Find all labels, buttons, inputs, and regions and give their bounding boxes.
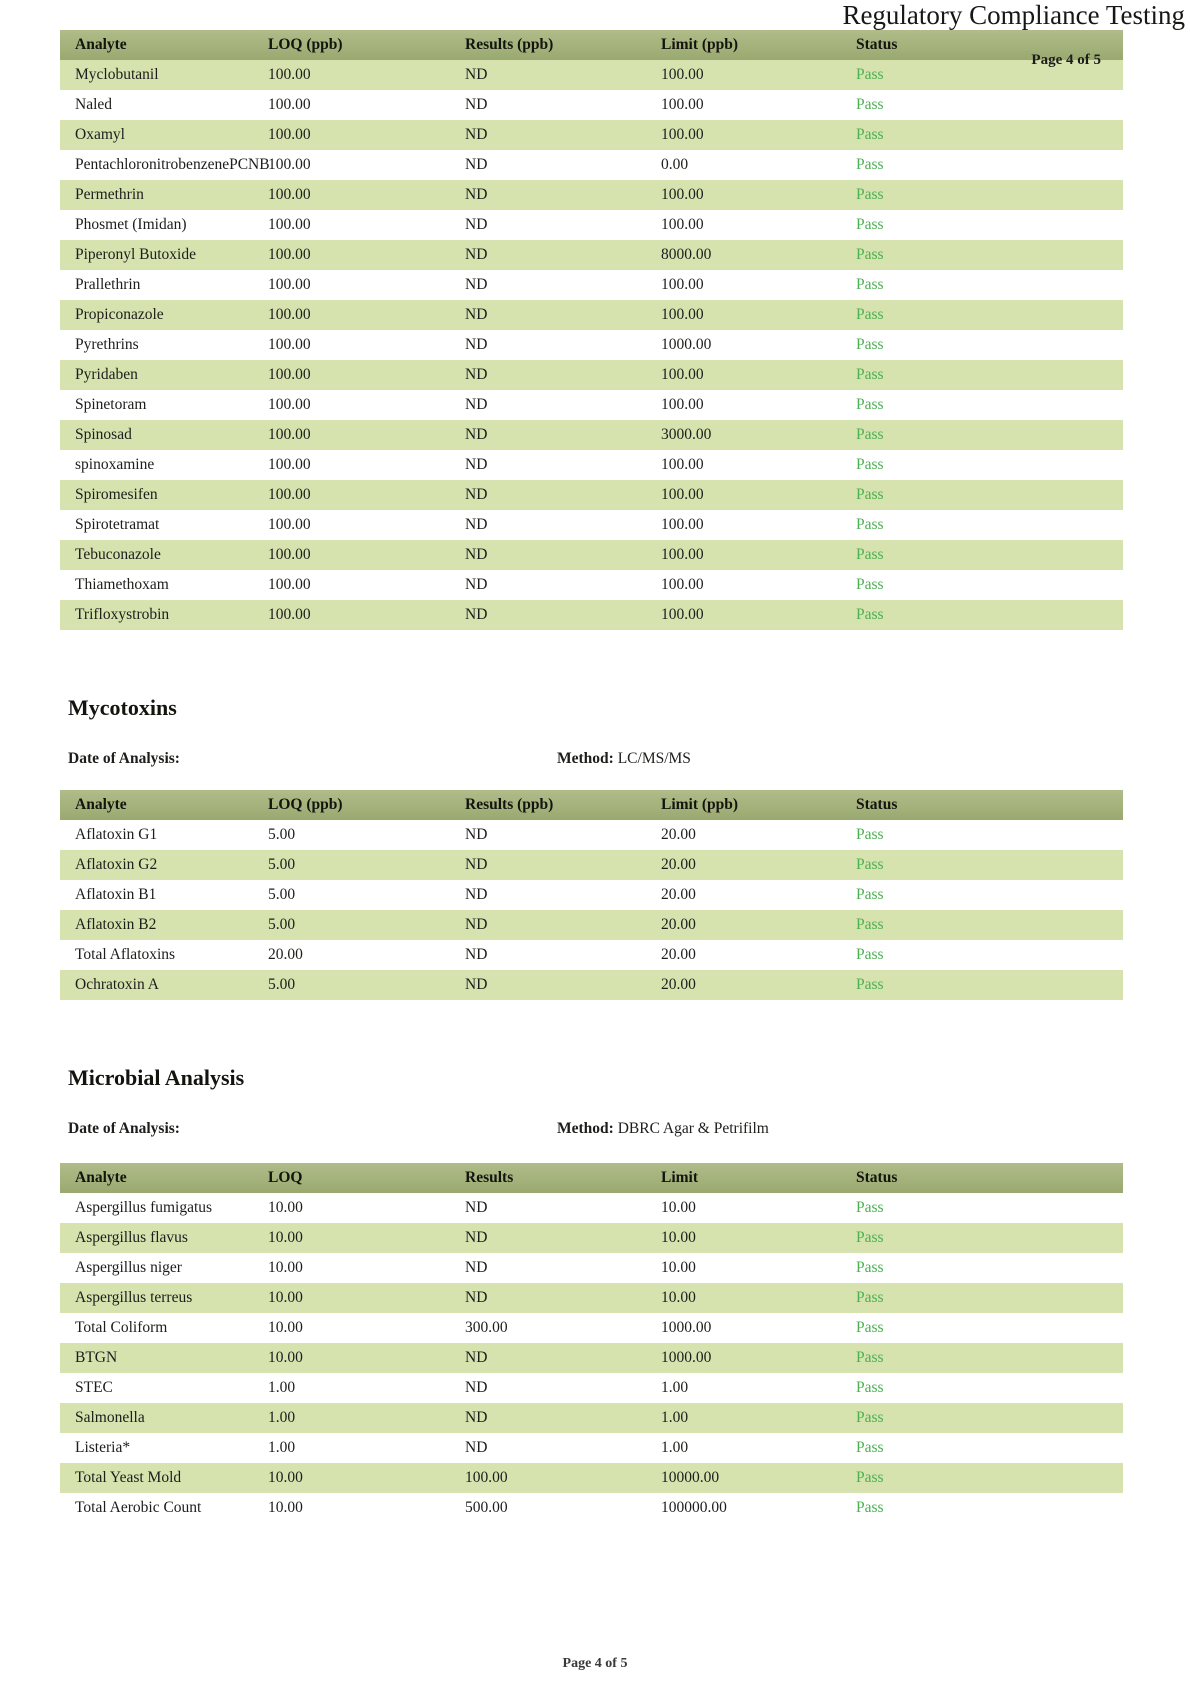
- value-cell: 10.00: [268, 1319, 303, 1336]
- status-cell: Pass: [856, 1379, 884, 1396]
- value-cell: ND: [465, 606, 488, 623]
- value-cell: 100.00: [268, 66, 311, 83]
- value-cell: ND: [465, 1259, 488, 1276]
- analyte-cell: Permethrin: [75, 186, 144, 203]
- value-cell: ND: [465, 1439, 488, 1456]
- value-cell: 20.00: [661, 976, 696, 993]
- table-row: [60, 1373, 1123, 1403]
- value-cell: 100.00: [661, 606, 704, 623]
- value-cell: 100.00: [661, 576, 704, 593]
- value-cell: 5.00: [268, 976, 296, 993]
- value-cell: 20.00: [661, 856, 696, 873]
- value-cell: 10.00: [268, 1499, 303, 1516]
- table-row: [60, 120, 1123, 150]
- analyte-cell: Thiamethoxam: [75, 576, 169, 593]
- method-field: [557, 1118, 769, 1140]
- value-cell: ND: [465, 336, 488, 353]
- column-header: Results (ppb): [450, 790, 646, 820]
- analyte-cell: Trifloxystrobin: [75, 606, 170, 623]
- value-cell: ND: [465, 1289, 488, 1306]
- analyte-cell: Aspergillus fumigatus: [75, 1199, 213, 1216]
- status-cell: Pass: [856, 1439, 884, 1456]
- value-cell: 10.00: [661, 1259, 696, 1276]
- value-cell: ND: [465, 946, 488, 963]
- analyte-cell: spinoxamine: [75, 456, 155, 473]
- analyte-cell: Aflatoxin G1: [75, 826, 158, 843]
- table-row: [60, 1223, 1123, 1253]
- pesticides-results-table: [60, 30, 1123, 630]
- value-cell: 10.00: [268, 1199, 303, 1216]
- table-row: [60, 450, 1123, 480]
- table-row: [60, 150, 1123, 180]
- table-row: [60, 1193, 1123, 1223]
- table-row: [60, 820, 1123, 850]
- value-cell: 100.00: [268, 156, 311, 173]
- analyte-cell: Total Aerobic Count: [75, 1499, 202, 1516]
- value-cell: 1000.00: [661, 1319, 712, 1336]
- status-cell: Pass: [856, 886, 884, 903]
- value-cell: 1.00: [268, 1379, 296, 1396]
- status-cell: Pass: [856, 396, 884, 413]
- page-footer: Page 4 of 5: [562, 1656, 628, 1671]
- value-cell: ND: [465, 576, 488, 593]
- value-cell: ND: [465, 546, 488, 563]
- column-header: Analyte: [60, 1163, 253, 1193]
- value-cell: ND: [465, 1199, 488, 1216]
- column-header: LOQ (ppb): [253, 790, 450, 820]
- table-header-row: [60, 1163, 1123, 1193]
- value-cell: ND: [465, 66, 488, 83]
- value-cell: ND: [465, 126, 488, 143]
- status-cell: Pass: [856, 66, 884, 83]
- analyte-cell: Salmonella: [75, 1409, 145, 1426]
- analyte-cell: Listeria*: [75, 1439, 131, 1456]
- value-cell: 100.00: [661, 456, 704, 473]
- analyte-cell: Piperonyl Butoxide: [75, 246, 196, 263]
- status-cell: Pass: [856, 1289, 884, 1306]
- status-cell: Pass: [856, 1199, 884, 1216]
- mycotoxins-meta-row: [68, 748, 1123, 770]
- page-title: Regulatory Compliance Testing: [842, 0, 1185, 30]
- value-cell: 100.00: [268, 306, 311, 323]
- value-cell: 100.00: [268, 276, 311, 293]
- value-cell: 1000.00: [661, 336, 712, 353]
- date-of-analysis-label: Date of Analysis:: [68, 750, 180, 767]
- analyte-cell: Prallethrin: [75, 276, 141, 293]
- status-cell: Pass: [856, 1349, 884, 1366]
- value-cell: 10000.00: [661, 1469, 720, 1486]
- method-value: LC/MS/MS: [617, 750, 691, 767]
- analyte-cell: Spirotetramat: [75, 516, 160, 533]
- table-row: [60, 510, 1123, 540]
- value-cell: ND: [465, 426, 488, 443]
- value-cell: 100.00: [661, 66, 704, 83]
- table-row: [60, 1313, 1123, 1343]
- column-header: Limit (ppb): [646, 30, 841, 60]
- microbial-heading: Microbial Analysis: [68, 1065, 245, 1090]
- table-row: [60, 1343, 1123, 1373]
- value-cell: ND: [465, 516, 488, 533]
- value-cell: 100.00: [268, 426, 311, 443]
- table-row: [60, 1463, 1123, 1493]
- column-header: Results: [450, 1163, 646, 1193]
- table-row: [60, 480, 1123, 510]
- mycotoxins-heading: Mycotoxins: [68, 695, 177, 720]
- status-cell: Pass: [856, 1319, 884, 1336]
- table-row: [60, 300, 1123, 330]
- value-cell: 10.00: [268, 1289, 303, 1306]
- value-cell: ND: [465, 306, 488, 323]
- status-cell: Pass: [856, 1409, 884, 1426]
- method-value: DBRC Agar & Petrifilm: [617, 1120, 769, 1137]
- value-cell: 100.00: [268, 576, 311, 593]
- page-number-badge: Page 4 of 5: [1031, 52, 1101, 68]
- table-header-row: [60, 790, 1123, 820]
- status-cell: Pass: [856, 576, 884, 593]
- column-header: Analyte: [60, 30, 253, 60]
- value-cell: 100.00: [661, 96, 704, 113]
- value-cell: 100.00: [268, 336, 311, 353]
- table-row: [60, 1493, 1123, 1523]
- table-row: [60, 180, 1123, 210]
- status-cell: Pass: [856, 246, 884, 263]
- table-row: [60, 240, 1123, 270]
- value-cell: 10.00: [661, 1229, 696, 1246]
- status-cell: Pass: [856, 336, 884, 353]
- value-cell: ND: [465, 96, 488, 113]
- table-row: [60, 60, 1123, 90]
- value-cell: ND: [465, 976, 488, 993]
- value-cell: 5.00: [268, 886, 296, 903]
- value-cell: 100.00: [268, 246, 311, 263]
- analyte-cell: Aspergillus flavus: [75, 1229, 188, 1246]
- table-row: [60, 1403, 1123, 1433]
- value-cell: 5.00: [268, 826, 296, 843]
- analyte-cell: Naled: [75, 96, 113, 113]
- table-row: [60, 1253, 1123, 1283]
- status-cell: Pass: [856, 126, 884, 143]
- value-cell: 100.00: [268, 456, 311, 473]
- status-cell: Pass: [856, 186, 884, 203]
- value-cell: 100.00: [268, 186, 311, 203]
- analyte-cell: Spinetoram: [75, 396, 147, 413]
- table-row: [60, 970, 1123, 1000]
- analyte-cell: PentachloronitrobenzenePCNB: [75, 156, 270, 173]
- table-row: [60, 1283, 1123, 1313]
- value-cell: ND: [465, 916, 488, 933]
- mycotoxins-results-table: [60, 790, 1123, 1000]
- value-cell: 100.00: [268, 396, 311, 413]
- value-cell: 20.00: [268, 946, 303, 963]
- value-cell: 100000.00: [661, 1499, 727, 1516]
- table-row: [60, 850, 1123, 880]
- column-header: Analyte: [60, 790, 253, 820]
- value-cell: 1.00: [268, 1409, 296, 1426]
- analyte-cell: Phosmet (Imidan): [75, 216, 187, 233]
- status-cell: Pass: [856, 826, 884, 843]
- value-cell: ND: [465, 396, 488, 413]
- table-row: [60, 420, 1123, 450]
- value-cell: 100.00: [661, 186, 704, 203]
- value-cell: ND: [465, 486, 488, 503]
- table-row: [60, 1433, 1123, 1463]
- value-cell: 100.00: [268, 96, 311, 113]
- analyte-cell: Aflatoxin B2: [75, 916, 157, 933]
- value-cell: 100.00: [465, 1469, 508, 1486]
- value-cell: 100.00: [661, 516, 704, 533]
- column-header: Status: [841, 1163, 1123, 1193]
- status-cell: Pass: [856, 156, 884, 173]
- value-cell: 100.00: [661, 366, 704, 383]
- value-cell: ND: [465, 826, 488, 843]
- status-cell: Pass: [856, 96, 884, 113]
- analyte-cell: Oxamyl: [75, 126, 125, 143]
- status-cell: Pass: [856, 946, 884, 963]
- status-cell: Pass: [856, 276, 884, 293]
- table-row: [60, 570, 1123, 600]
- value-cell: ND: [465, 186, 488, 203]
- value-cell: 20.00: [661, 886, 696, 903]
- value-cell: 100.00: [661, 306, 704, 323]
- status-cell: Pass: [856, 1469, 884, 1486]
- status-cell: Pass: [856, 366, 884, 383]
- analyte-cell: Ochratoxin A: [75, 976, 159, 993]
- analyte-cell: Propiconazole: [75, 306, 164, 323]
- value-cell: 10.00: [268, 1469, 303, 1486]
- value-cell: 100.00: [268, 486, 311, 503]
- table-row: [60, 360, 1123, 390]
- value-cell: ND: [465, 276, 488, 293]
- analyte-cell: Pyrethrins: [75, 336, 139, 353]
- analyte-cell: Aflatoxin G2: [75, 856, 158, 873]
- value-cell: 100.00: [268, 516, 311, 533]
- value-cell: ND: [465, 216, 488, 233]
- method-field: [557, 748, 691, 770]
- value-cell: 20.00: [661, 916, 696, 933]
- status-cell: Pass: [856, 516, 884, 533]
- column-header: Status: [841, 30, 1123, 60]
- analyte-cell: BTGN: [75, 1349, 118, 1366]
- value-cell: ND: [465, 246, 488, 263]
- table-row: [60, 880, 1123, 910]
- status-cell: Pass: [856, 546, 884, 563]
- status-cell: Pass: [856, 456, 884, 473]
- value-cell: 10.00: [661, 1199, 696, 1216]
- status-cell: Pass: [856, 1499, 884, 1516]
- report-content: [60, 30, 1123, 1523]
- status-cell: Pass: [856, 306, 884, 323]
- value-cell: 20.00: [661, 946, 696, 963]
- value-cell: 100.00: [268, 126, 311, 143]
- status-cell: Pass: [856, 856, 884, 873]
- analyte-cell: Spinosad: [75, 426, 132, 443]
- column-header: LOQ: [253, 1163, 450, 1193]
- value-cell: 100.00: [661, 546, 704, 563]
- status-cell: Pass: [856, 426, 884, 443]
- value-cell: 100.00: [661, 276, 704, 293]
- analyte-cell: Total Aflatoxins: [75, 946, 176, 963]
- table-row: [60, 210, 1123, 240]
- value-cell: 1.00: [661, 1439, 689, 1456]
- value-cell: 100.00: [661, 126, 704, 143]
- value-cell: 100.00: [268, 546, 311, 563]
- status-cell: Pass: [856, 916, 884, 933]
- column-header: Limit (ppb): [646, 790, 841, 820]
- method-label: Method:: [557, 750, 614, 767]
- value-cell: 5.00: [268, 916, 296, 933]
- value-cell: 100.00: [268, 606, 311, 623]
- table-row: [60, 270, 1123, 300]
- analyte-cell: Aflatoxin B1: [75, 886, 157, 903]
- value-cell: 100.00: [661, 216, 704, 233]
- value-cell: 5.00: [268, 856, 296, 873]
- value-cell: 100.00: [661, 396, 704, 413]
- analyte-cell: Spiromesifen: [75, 486, 158, 503]
- value-cell: 10.00: [661, 1289, 696, 1306]
- value-cell: 1.00: [661, 1409, 689, 1426]
- analyte-cell: Pyridaben: [75, 366, 138, 383]
- value-cell: 100.00: [268, 366, 311, 383]
- value-cell: 10.00: [268, 1259, 303, 1276]
- status-cell: Pass: [856, 486, 884, 503]
- value-cell: ND: [465, 366, 488, 383]
- analyte-cell: Aspergillus niger: [75, 1259, 182, 1276]
- table-row: [60, 940, 1123, 970]
- analyte-cell: Myclobutanil: [75, 66, 159, 83]
- table-row: [60, 90, 1123, 120]
- value-cell: 10.00: [268, 1229, 303, 1246]
- value-cell: ND: [465, 1409, 488, 1426]
- value-cell: ND: [465, 886, 488, 903]
- method-label: Method:: [557, 1120, 614, 1137]
- value-cell: 3000.00: [661, 426, 712, 443]
- table-header-row: [60, 30, 1123, 60]
- value-cell: ND: [465, 456, 488, 473]
- analyte-cell: Total Coliform: [75, 1319, 168, 1336]
- column-header: Limit: [646, 1163, 841, 1193]
- value-cell: 100.00: [661, 486, 704, 503]
- analyte-cell: Tebuconazole: [75, 546, 161, 563]
- table-row: [60, 390, 1123, 420]
- status-cell: Pass: [856, 1259, 884, 1276]
- value-cell: ND: [465, 1349, 488, 1366]
- status-cell: Pass: [856, 606, 884, 623]
- table-row: [60, 600, 1123, 630]
- table-row: [60, 540, 1123, 570]
- value-cell: 500.00: [465, 1499, 508, 1516]
- value-cell: 100.00: [268, 216, 311, 233]
- table-row: [60, 910, 1123, 940]
- microbial-meta-row: [68, 1118, 1123, 1140]
- value-cell: 1000.00: [661, 1349, 712, 1366]
- analyte-cell: Total Yeast Mold: [75, 1469, 182, 1486]
- analyte-cell: Aspergillus terreus: [75, 1289, 193, 1306]
- value-cell: 1.00: [268, 1439, 296, 1456]
- column-header: Results (ppb): [450, 30, 646, 60]
- column-header: Status: [841, 790, 1123, 820]
- value-cell: ND: [465, 856, 488, 873]
- microbial-results-table: [60, 1163, 1123, 1523]
- table-row: [60, 330, 1123, 360]
- value-cell: 10.00: [268, 1349, 303, 1366]
- status-cell: Pass: [856, 976, 884, 993]
- value-cell: ND: [465, 1379, 488, 1396]
- value-cell: 20.00: [661, 826, 696, 843]
- value-cell: 0.00: [661, 156, 689, 173]
- column-header: LOQ (ppb): [253, 30, 450, 60]
- value-cell: 8000.00: [661, 246, 712, 263]
- value-cell: 300.00: [465, 1319, 508, 1336]
- analyte-cell: STEC: [75, 1379, 113, 1396]
- status-cell: Pass: [856, 1229, 884, 1246]
- date-of-analysis-label: Date of Analysis:: [68, 1120, 180, 1137]
- value-cell: ND: [465, 156, 488, 173]
- value-cell: 1.00: [661, 1379, 689, 1396]
- status-cell: Pass: [856, 216, 884, 233]
- value-cell: ND: [465, 1229, 488, 1246]
